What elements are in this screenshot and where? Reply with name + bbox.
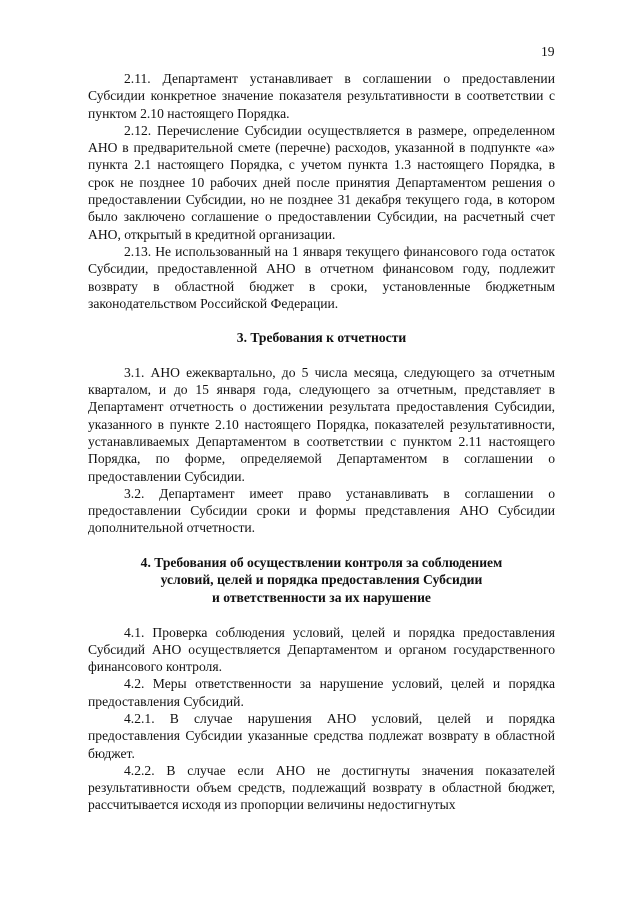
paragraph-3-1: 3.1. АНО ежеквартально, до 5 числа месяца, следующего за отчетным кварталом, и до 15 января года, следующего за отчетным, представляет в Департамент отчетность о достижении результата предоставления Субсидии, указанного в пункте 2.10 настоящего Порядка, показателей результативности, устанавливаемых Департаментом в соответствии с пунктом 2.11 настоящего Порядка, по форме, определяемой Департаментом в соглашении о предоставлении Субсидии. (88, 364, 555, 484)
paragraph-2-12: 2.12. Перечисление Субсидии осуществляется в размере, определенном АНО в предварительной смете (перечне) расходов, указанной в подпункте «а» пункта 2.1 настоящего Порядка, с учетом пункта 1.3 настоящего Порядка, в срок не позднее 10 рабочих дней после принятия Департаментом решения о предоставлении Субсидии, но не позднее 31 декабря текущего года, в котором было заключено соглашение о предоставлении Субсидии, на расчетный счет АНО, открытый в кредитной организации. (88, 122, 555, 242)
section-heading-3: 3. Требования к отчетности (236, 330, 407, 346)
paragraph-2-11: 2.11. Департамент устанавливает в соглашении о предоставлении Субсидии конкретное значение показателя результативности в соответствии с пунктом 2.10 настоящего Порядка. (88, 71, 555, 121)
paragraph-4-2-2: 4.2.2. В случае если АНО не достигнуты значения показателей результативности объем средств, подлежащий возврату в областной бюджет, рассчитывается исходя из пропорции величины недостигнутых (88, 762, 555, 813)
document-body (88, 70, 555, 814)
paragraph-4-2-1: 4.2.1. В случае нарушения АНО условий, целей и порядка предоставления Субсидии указанные средства подлежат возврату в областной бюджет. (88, 710, 555, 761)
section-heading-4 (88, 554, 555, 607)
paragraph-2-13: 2.13. Не использованный на 1 января текущего финансового года остаток Субсидии, предоставленной АНО в отчетном финансовом году, подлежит возврату в областной бюджет в сроки, установленные бюджетным законодательством Российской Федерации. (88, 243, 555, 311)
paragraph-4-1: 4.1. Проверка соблюдения условий, целей и порядка предоставления Субсидий АНО осуществляется Департаментом и органом государственного финансового контроля. (88, 624, 555, 675)
section-heading-4-line-1: 4. Требования об осуществлении контроля за соблюдением (140, 554, 503, 570)
section-heading-4-line-3: и ответственности за их нарушение (212, 589, 431, 605)
section-heading-4-line-2: условий, целей и порядка предоставления Субсидии (160, 572, 483, 588)
paragraph-3-2: 3.2. Департамент имеет право устанавливать в соглашении о предоставлении Субсидии сроки и формы представления АНО Субсидии дополнительной отчетности. (88, 485, 555, 536)
paragraph-4-2: 4.2. Меры ответственности за нарушение условий, целей и порядка предоставления Субсидий. (88, 676, 555, 709)
page-number: 19 (541, 44, 555, 59)
